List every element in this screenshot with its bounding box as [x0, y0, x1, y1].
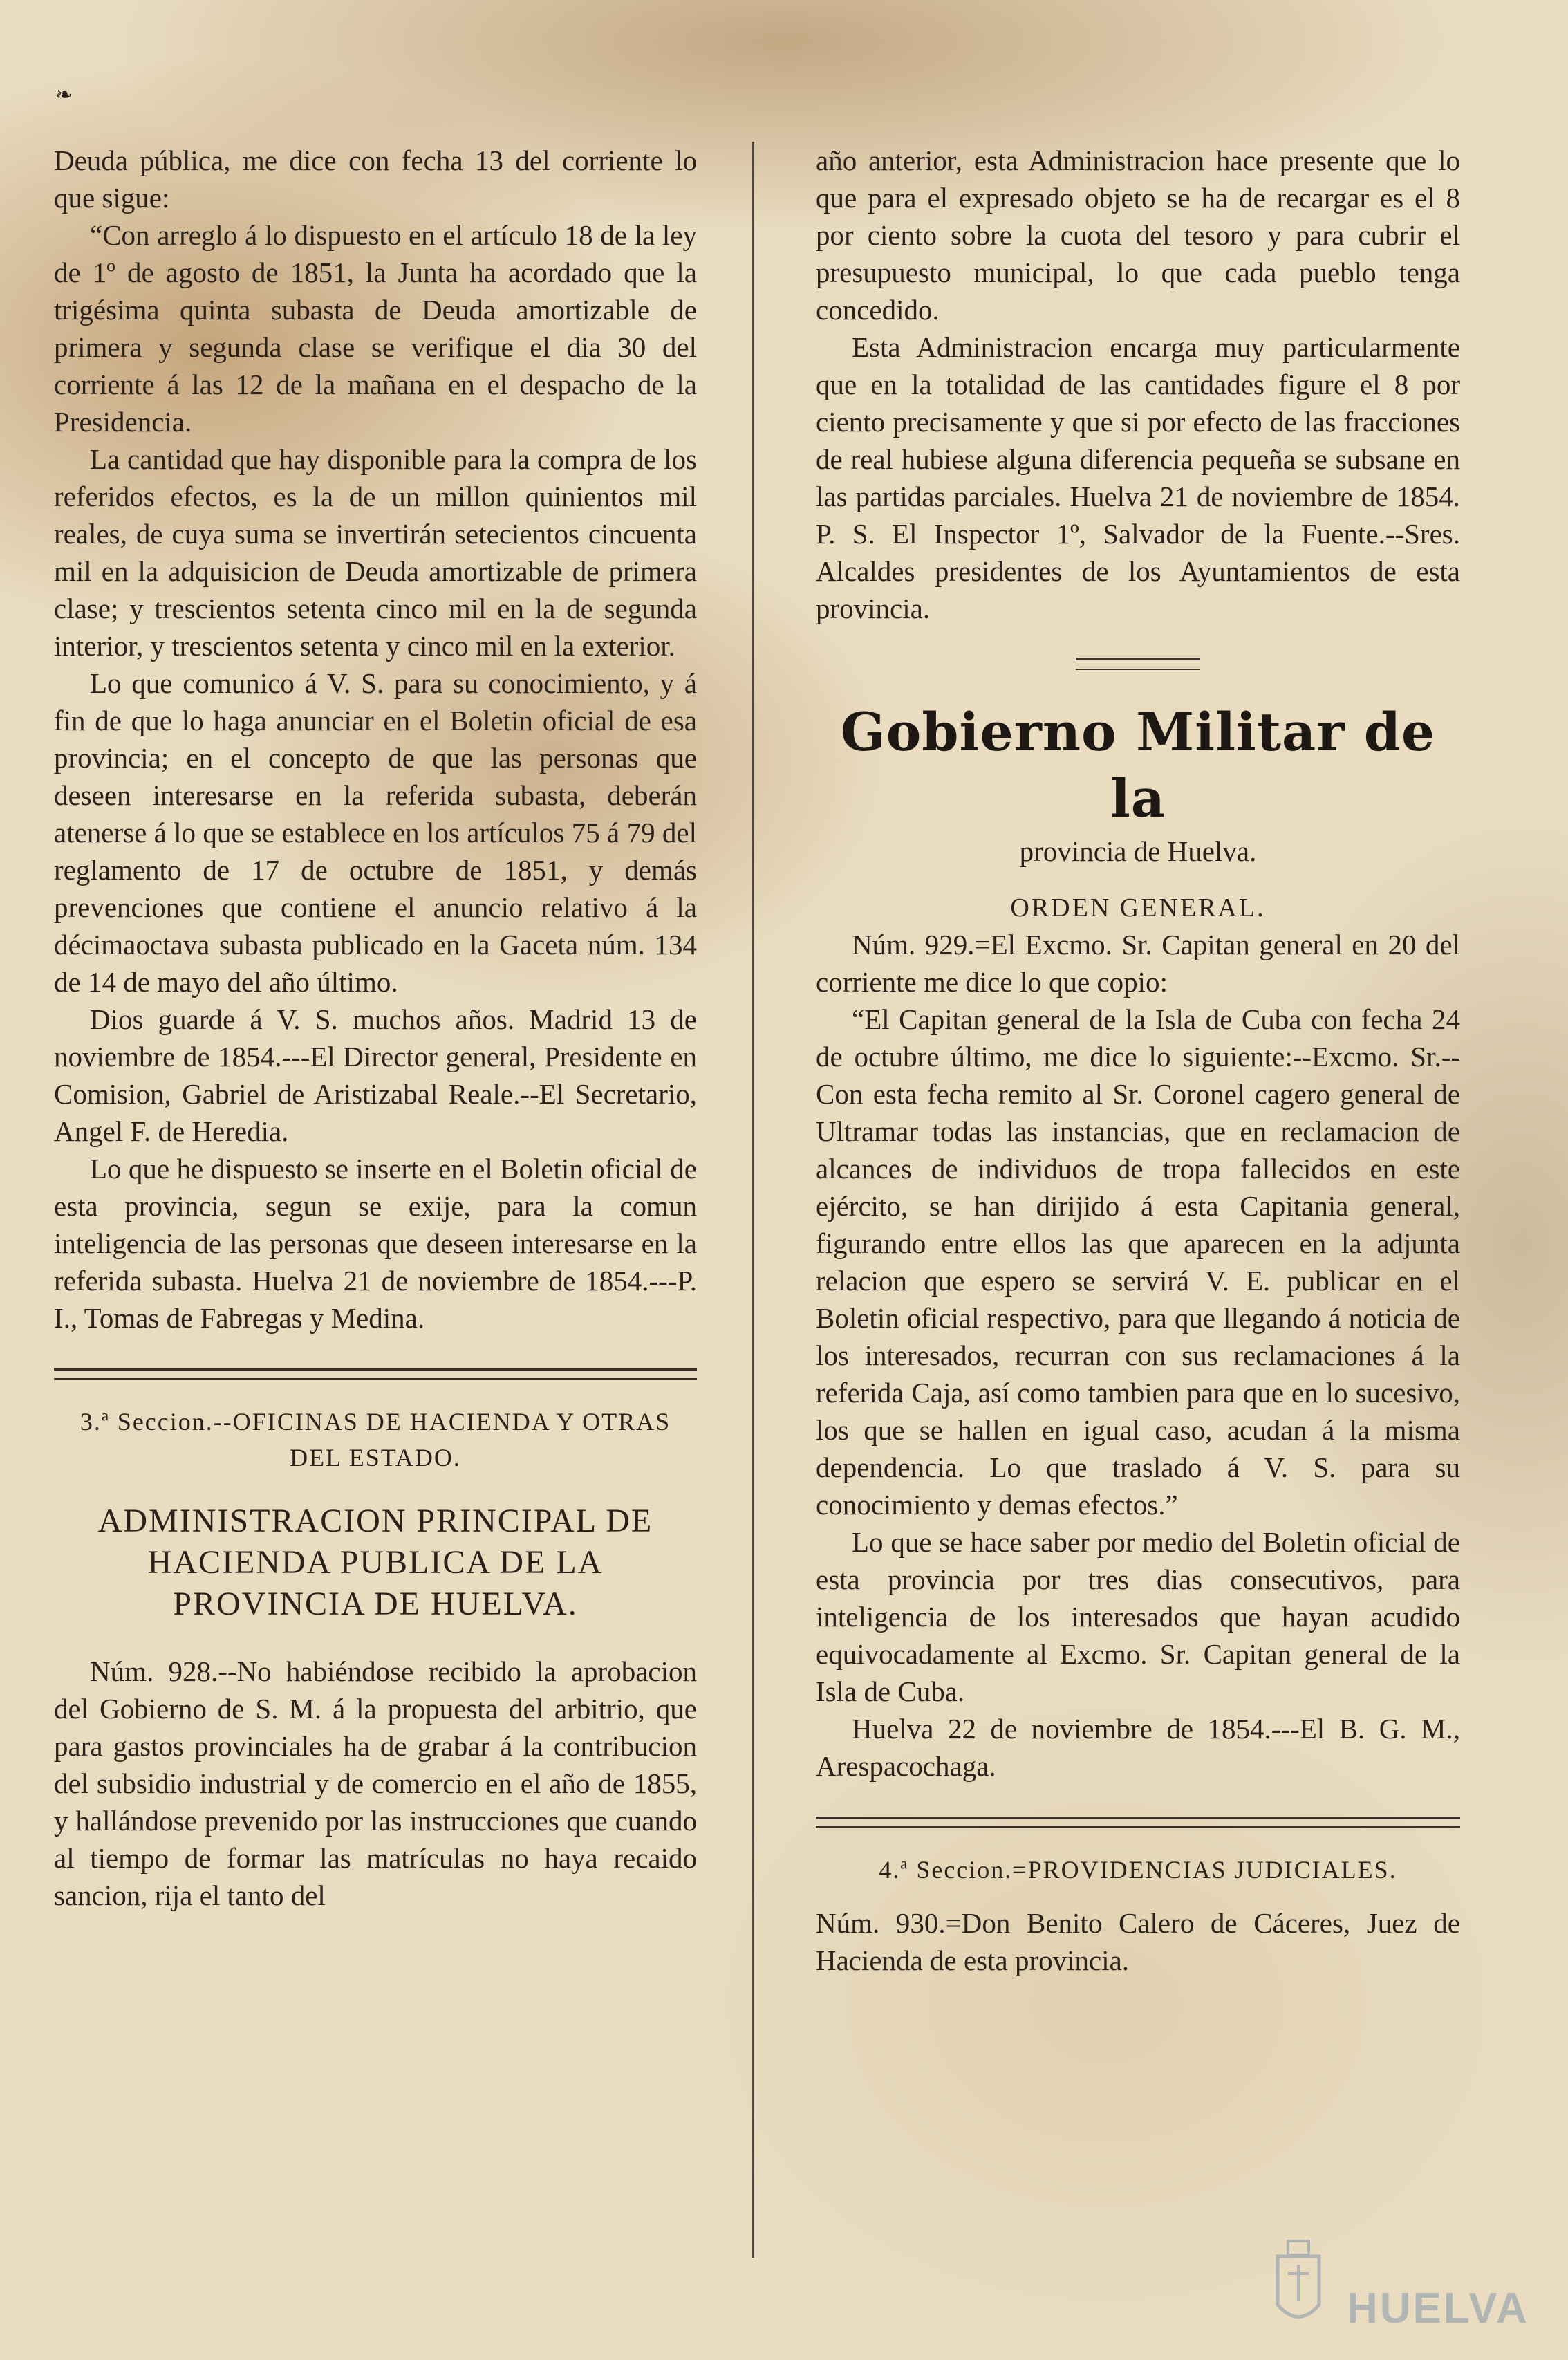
right-column	[816, 142, 1460, 1979]
paragraph: La cantidad que hay disponible para la compra de los referidos efectos, es la de un millon quinientos mil reales, de cuya suma se invertirán setecientos cincuenta mil en la adquisicion de Deuda amortizable de primera clase; y trescientos setenta cinco mil en la de segunda interior, y trescientos setenta y cinco mil en la exterior.	[54, 443, 697, 662]
section-heading: 3.ª Seccion.--OFICINAS DE HACIENDA Y OTRAS DEL ESTADO.	[80, 1408, 671, 1471]
paragraph: “Con arreglo á lo dispuesto en el artículo 18 de la ley de 1º de agosto de 1851, la Junta ha acordado que la trigésima quinta subasta de Deuda amortizable de primera y segunda clase se verifique el dia 30 del corriente á las 12 de la mañana en el despacho de la Presidencia.	[54, 219, 697, 438]
paragraph: año anterior, esta Administracion hace presente que lo que para el expresado objeto se ha de recargar es el 8 por ciento sobre la cuota del tesoro y para cubrir el presupuesto municipal, lo que cada pueblo tenga concedido.	[816, 145, 1460, 326]
divider	[1076, 658, 1200, 670]
paragraph: Esta Administracion encarga muy particularmente que en la totalidad de las cantidades figure el 8 por ciento precisamente y que si por efecto de las fracciones de real hubiese alguna diferencia pequeña se subsane en las partidas parciales. Huelva 21 de noviembre de 1854. P. S. El Inspector 1º, Salvador de la Fuente.--Sres. Alcaldes presidentes de los Ayuntamientos de esta provincia.	[816, 331, 1460, 624]
watermark-logo	[1264, 2236, 1529, 2339]
section-divider	[54, 1368, 697, 1380]
paragraph: Núm. 930.=Don Benito Calero de Cáceres, Juez de Hacienda de esta provincia.	[816, 1907, 1460, 1976]
paragraph: Núm. 929.=El Excmo. Sr. Capitan general en 20 del corriente me dice lo que copio:	[816, 929, 1460, 998]
paragraph: “El Capitan general de la Isla de Cuba con fecha 24 de octubre último, me dice lo siguiente:--Excmo. Sr.--Con esta fecha remito al Sr. Coronel cagero general de Ultramar todas las instancias, que en reclamacion de alcances de individuos de tropa fallecidos en este ejército, se han dirijido á esta Capitania general, figurando entre ellos las que aparecen en la adjunta relacion que espero se servirá V. E. publicar en el Boletin oficial respectivo, para que llegando á noticia de los interesados, recurran con sus reclamaciones á la referida Caja, así como tambien para que en lo sucesivo, los que se hallen en igual caso, acudan á la misma dependencia. Lo que traslado á V. S. para su conocimiento y demas efectos.”	[816, 1003, 1460, 1521]
paragraph: Núm. 928.--No habiéndose recibido la aprobacion del Gobierno de S. M. á la propuesta del arbitrio, que para gastos provinciales ha de grabar á la contribucion del subsidio industrial y de comercio en el año de 1855, y hallándose prevenido por las instrucciones que cuando al tiempo de formar las matrículas no haya recaido sancion, rija el tanto del	[54, 1655, 697, 1911]
crest-icon	[1264, 2236, 1333, 2332]
section-heading: 4.ª Seccion.=PROVIDENCIAS JUDICIALES.	[879, 1856, 1397, 1884]
watermark-text: HUELVA	[1347, 2285, 1529, 2332]
paragraph: Lo que comunico á V. S. para su conocimiento, y á fin de que lo haga anunciar en el Boletin oficial de esa provincia; en el concepto de que las personas que deseen interesarse en la referida subasta, deberán atenerse á lo que se establece en los artículos 75 á 79 del reglamento de 17 de octubre de 1851, y demás prevenciones que contiene el anuncio relativo á la décimaoctava subasta publicado en la Gaceta núm. 134 de 14 de mayo del año último.	[54, 667, 697, 998]
paragraph: Lo que he dispuesto se inserte en el Boletin oficial de esta provincia, segun se exije, para la comun inteligencia de las personas que deseen interesarse en la referida subasta. Huelva 21 de noviembre de 1854.---P. I., Tomas de Fabregas y Medina.	[54, 1153, 697, 1334]
signature: Huelva 22 de noviembre de 1854.---El B. G. M., Arespacochaga.	[816, 1713, 1460, 1782]
article-heading: ADMINISTRACION PRINCIPAL DE HACIENDA PUBLICA DE LA PROVINCIA DE HUELVA.	[97, 1503, 653, 1622]
column-rule	[752, 142, 754, 2258]
section-divider	[816, 1817, 1460, 1828]
page-mark: ❧	[55, 84, 73, 106]
paragraph: Dios guarde á V. S. muchos años. Madrid 13 de noviembre de 1854.---El Director general, Presidente en Comision, Gabriel de Aristizabal Reale.--El Secretario, Angel F. de Heredia.	[54, 1003, 697, 1147]
article-subtitle: provincia de Huelva.	[1019, 835, 1257, 867]
article-title: Gobierno Militar de la	[840, 701, 1436, 829]
left-column	[54, 142, 697, 1914]
paragraph: Lo que se hace saber por medio del Boletin oficial de esta provincia por tres dias consecutivos, para inteligencia de los interesados que hayan acudido equivocadamente al Excmo. Sr. Capitan general de la Isla de Cuba.	[816, 1526, 1460, 1707]
order-heading: ORDEN GENERAL.	[1010, 893, 1266, 922]
paragraph: Deuda pública, me dice con fecha 13 del corriente lo que sigue:	[54, 145, 697, 214]
